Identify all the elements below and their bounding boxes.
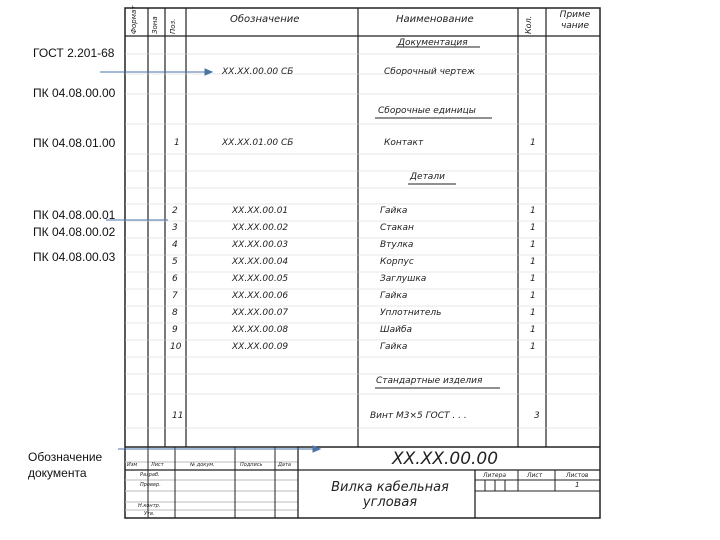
row-code: XX.XX.00.00 СБ [222, 67, 294, 77]
row-code: XX.XX.00.02 [232, 223, 289, 233]
row-name: Заглушка [380, 274, 427, 284]
row-pos: 11 [172, 411, 184, 421]
side-note-part-1: ПК 04.08.00.01 [33, 208, 116, 222]
header-designation: Обозначение [230, 14, 300, 25]
header-format: Формат [130, 5, 138, 34]
col-head-doc: № докум. [190, 462, 215, 468]
header-name: Наименование [396, 14, 474, 25]
row-qty: 1 [530, 206, 536, 216]
header-qty: Кол. [524, 15, 533, 34]
row-code: XX.XX.00.05 [232, 274, 289, 284]
row-pos: 3 [172, 223, 178, 233]
section-underlines [375, 47, 500, 388]
col-head-izm: Изм [127, 462, 138, 468]
row-code: XX.XX.00.04 [232, 257, 289, 267]
row-pos: 4 [172, 240, 178, 250]
side-note-contact: ПК 04.08.01.00 [33, 136, 116, 150]
role-developer: Разраб. [140, 472, 160, 478]
role-norm-control: Н.контр. [138, 503, 161, 509]
row-pos: 5 [172, 257, 178, 267]
row-name: Гайка [380, 291, 408, 301]
col-head-sign: Подпись [240, 462, 263, 468]
sheets-label: Листов [566, 472, 589, 479]
row-code: XX.XX.00.01 [232, 206, 289, 216]
row-pos: 7 [172, 291, 178, 301]
callout-document-label: Обозначение документа [28, 450, 103, 480]
row-qty: 1 [530, 274, 536, 284]
row-code: XX.XX.01.00 СБ [222, 138, 294, 148]
row-name: Стакан [380, 223, 414, 233]
sheet-label: Лист [527, 472, 543, 479]
row-qty: 1 [530, 325, 536, 335]
row-name: Уплотнитель [380, 308, 442, 318]
row-code: XX.XX.00.06 [232, 291, 289, 301]
row-qty: 1 [530, 308, 536, 318]
header-pos: Поз. [169, 18, 177, 34]
row-name: Втулка [380, 240, 414, 250]
row-grid [125, 54, 600, 428]
row-pos: 9 [172, 325, 178, 335]
sheets-value: 1 [575, 481, 580, 489]
row-name: Винт М3×5 ГОСТ . . . [370, 411, 467, 421]
role-approve: Утв. [144, 511, 155, 517]
row-code: XX.XX.00.03 [232, 240, 289, 250]
document-designation: XX.XX.00.00 [392, 449, 499, 469]
row-qty: 1 [530, 291, 536, 301]
row-qty: 1 [530, 257, 536, 267]
row-pos: 8 [172, 308, 178, 318]
row-name: Гайка [380, 342, 408, 352]
row-name: Гайка [380, 206, 408, 216]
row-code: XX.XX.00.09 [232, 342, 289, 352]
row-qty: 1 [530, 342, 536, 352]
row-name: Корпус [380, 257, 414, 267]
row-code: XX.XX.00.07 [232, 308, 289, 318]
frame-border [125, 5, 600, 518]
section-assemblies: Сборочные единицы [378, 106, 476, 116]
side-note-part-3: ПК 04.08.00.03 [33, 250, 116, 264]
header-note: Приме чание [559, 10, 591, 31]
row-pos: 1 [174, 138, 180, 148]
section-documentation: Документация [398, 38, 468, 48]
row-name: Сборочный чертеж [384, 67, 476, 77]
section-standard-items: Стандартные изделия [376, 376, 483, 386]
header-zone: Зона [151, 16, 159, 34]
role-checker: Провер. [140, 482, 161, 488]
row-pos: 2 [172, 206, 178, 216]
col-head-list: Лист [151, 462, 164, 468]
row-pos: 10 [170, 342, 182, 352]
row-code: XX.XX.00.08 [232, 325, 289, 335]
row-qty: 1 [530, 138, 536, 148]
row-pos: 6 [172, 274, 178, 284]
row-name: Шайба [380, 325, 413, 335]
row-name: Контакт [384, 138, 424, 148]
document-title: Вилка кабельная угловая [331, 480, 449, 510]
side-note-assembly: ПК 04.08.00.00 [33, 86, 116, 100]
row-qty: 3 [534, 411, 540, 421]
row-qty: 1 [530, 223, 536, 233]
side-note-part-2: ПК 04.08.00.02 [33, 225, 116, 239]
col-head-date: Дата [278, 462, 291, 468]
litera-label: Литера [483, 472, 507, 479]
row-qty: 1 [530, 240, 536, 250]
side-note-gost: ГОСТ 2.201-68 [33, 46, 115, 60]
section-parts: Детали [410, 172, 445, 182]
